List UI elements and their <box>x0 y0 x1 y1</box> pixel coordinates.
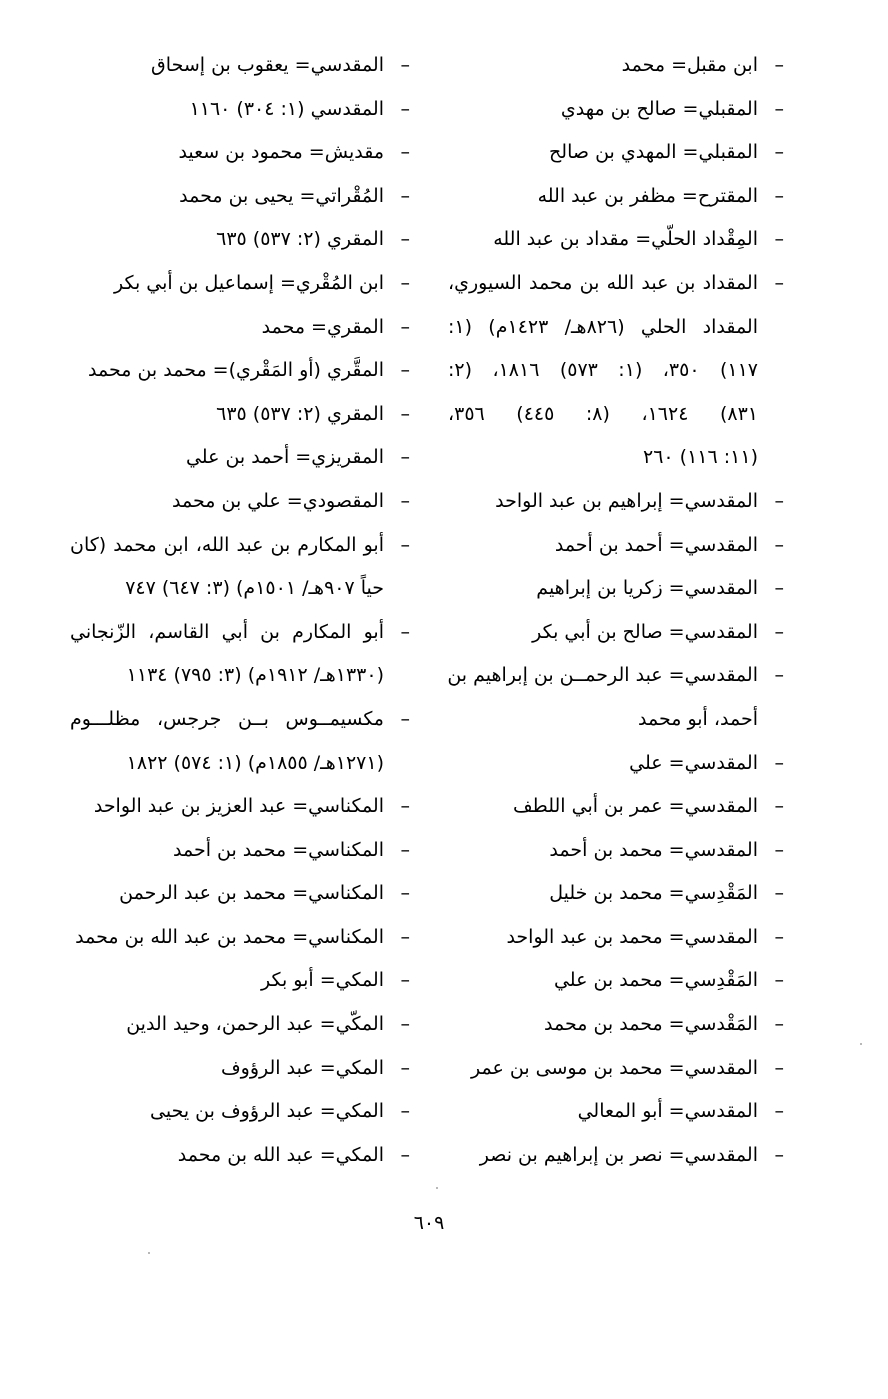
entry-dash: – <box>774 1013 784 1036</box>
entry-text-line: المقدسي= أحمد بن أحمد <box>554 533 758 556</box>
entry-text-line: المقدسي= عمر بن أبي اللطف <box>512 795 758 818</box>
entry-dash: – <box>400 141 410 164</box>
index-entry <box>70 611 410 698</box>
index-entry <box>70 1090 410 1134</box>
entry-dash: – <box>400 795 410 818</box>
entry-text-line: ابن مقبل= محمد <box>621 54 758 76</box>
entry-text-line: المقدسي= علي <box>629 751 758 774</box>
entry-dash: – <box>774 664 784 687</box>
entry-text-line: المَقْدِسي= محمد بن علي <box>553 969 758 992</box>
entry-dash: – <box>400 271 410 294</box>
entry-text-line: المقدسي (١: ٣٠٤) ١١٦٠ <box>189 97 384 120</box>
entry-text-line: (١١: ١١٦) ٢٦٠ <box>643 446 758 469</box>
entry-text-line: المقدسي= أبو المعالي <box>577 1100 758 1123</box>
index-entry <box>70 872 410 916</box>
entry-dash: – <box>400 969 410 992</box>
entry-dash: – <box>774 97 784 120</box>
page-number: ٦٠٩ <box>413 1212 445 1234</box>
entry-text-line: المقري (٢: ٥٣٧) ٦٣٥ <box>216 402 384 425</box>
index-entry <box>448 524 784 568</box>
entry-text-line: المقري= محمد <box>261 315 384 338</box>
entry-text-line: مكسيمــوس بــن جرجس، مظلـــوم <box>70 707 384 730</box>
entry-dash: – <box>774 184 784 207</box>
index-entry <box>70 306 410 350</box>
index-entry <box>70 1003 410 1047</box>
entry-dash: – <box>774 751 784 774</box>
entry-dash: – <box>400 228 410 251</box>
entry-dash: – <box>400 184 410 207</box>
entry-dash: – <box>400 359 410 382</box>
entry-text-line: المكي= عبد الله بن محمد <box>177 1143 384 1166</box>
index-entry <box>448 218 784 262</box>
index-entry <box>70 44 410 88</box>
index-entry <box>70 1134 410 1178</box>
entry-text-line: أبو المكارم بن عبد الله، ابن محمد (كان <box>70 533 384 556</box>
entry-dash: – <box>774 1056 784 1079</box>
entry-text-line: المكناسي= محمد بن عبد الله بن محمد <box>75 925 384 948</box>
index-entry <box>70 88 410 132</box>
entry-dash: – <box>400 620 410 643</box>
index-entry <box>448 131 784 175</box>
entry-dash: – <box>400 838 410 861</box>
index-entry <box>448 567 784 611</box>
entry-text-line: المكي= عبد الرؤوف <box>220 1056 384 1079</box>
index-entry <box>448 88 784 132</box>
entry-text-line: ابن المُقْري= إسماعيل بن أبي بكر <box>113 271 384 294</box>
entry-text-line: (١٢٧١هـ/ ١٨٥٥م) (١: ٥٧٤) ١٨٢٢ <box>126 751 384 774</box>
index-entry <box>70 175 410 219</box>
entry-dash: – <box>400 54 410 76</box>
index-column-left <box>70 44 410 1177</box>
index-entry <box>448 1134 784 1178</box>
entry-text-line: المكي= أبو بكر <box>260 969 384 992</box>
entry-text-line: حياً ٩٠٧هـ/ ١٥٠١م) (٣: ٦٤٧) ٧٤٧ <box>125 577 384 600</box>
index-entry <box>448 175 784 219</box>
entry-text-line: المِقْداد الحلّي= مقداد بن عبد الله <box>493 228 758 251</box>
entry-dash: – <box>774 54 784 76</box>
index-entry <box>448 785 784 829</box>
entry-dash: – <box>400 489 410 512</box>
entry-dash: – <box>400 1100 410 1123</box>
entry-text-line: المقصودي= علي بن محمد <box>172 489 384 512</box>
index-entry <box>448 1047 784 1091</box>
index-entry <box>448 872 784 916</box>
entry-dash: – <box>774 1143 784 1166</box>
entry-text-line: المقدسي= يعقوب بن إسحاق <box>151 54 384 76</box>
entry-text-line: المقدسي= صالح بن أبي بكر <box>532 620 758 643</box>
entry-text-line: المكناسي= محمد بن أحمد <box>173 838 384 861</box>
entry-dash: – <box>774 533 784 556</box>
index-entry <box>70 436 410 480</box>
index-entry <box>70 524 410 611</box>
entry-dash: – <box>400 446 410 469</box>
index-entry <box>70 131 410 175</box>
entry-text-line: المكناسي= محمد بن عبد الرحمن <box>119 882 384 905</box>
index-entry <box>448 1090 784 1134</box>
entry-dash: – <box>400 1143 410 1166</box>
entry-text-line: المقدسي= عبد الرحمــن بن إبراهيم بن <box>447 664 758 687</box>
index-entry <box>448 44 784 88</box>
entry-dash: – <box>400 1056 410 1079</box>
entry-text-line: المقبلي= صالح بن مهدي <box>560 97 758 120</box>
index-entry <box>70 916 410 960</box>
index-entry <box>448 480 784 524</box>
entry-text-line: ٨٣١) ١٦٢٤، (٨: ٤٤٥) ٣٥٦، <box>448 402 758 425</box>
entry-text-line: المَقْدِسي= محمد بن خليل <box>549 882 758 905</box>
entry-text-line: المُقْراتي= يحيى بن محمد <box>179 184 384 207</box>
entry-dash: – <box>400 315 410 338</box>
entry-text-line: المقدسي= محمد بن موسى بن عمر <box>471 1056 758 1079</box>
entry-text-line: المَقْدسي= محمد بن محمد <box>544 1013 758 1036</box>
index-entry <box>448 916 784 960</box>
entry-dash: – <box>774 925 784 948</box>
entry-dash: – <box>774 228 784 251</box>
entry-text-line: (١٣٣٠هـ/ ١٩١٢م) (٣: ٧٩٥) ١١٣٤ <box>126 664 384 687</box>
entry-text-line: المقبلي= المهدي بن صالح <box>549 141 758 164</box>
entry-dash: – <box>774 271 784 294</box>
entry-text-line: المكي= عبد الرؤوف بن يحيى <box>150 1100 384 1123</box>
index-entry <box>448 262 784 480</box>
entry-text-line: المقداد بن عبد الله بن محمد السيوري، <box>448 271 758 294</box>
entry-dash: – <box>774 577 784 600</box>
entry-text-line: المقترح= مظفر بن عبد الله <box>537 184 758 207</box>
entry-text-line: ١١٧) ٣٥٠، (١: ٥٧٣) ١٨١٦، (٢: <box>448 359 758 382</box>
index-entry <box>448 742 784 786</box>
index-entry <box>448 959 784 1003</box>
entry-dash: – <box>400 707 410 730</box>
entry-text-line: المكناسي= عبد العزيز بن عبد الواحد <box>93 795 384 818</box>
entry-text-line: المقدسي= نصر بن إبراهيم بن نصر <box>479 1143 758 1166</box>
entry-dash: – <box>774 795 784 818</box>
entry-dash: – <box>774 1100 784 1123</box>
scan-speck <box>860 1043 862 1045</box>
entry-dash: – <box>774 882 784 905</box>
entry-dash: – <box>774 620 784 643</box>
entry-dash: – <box>400 882 410 905</box>
entry-dash: – <box>774 489 784 512</box>
index-entry <box>70 1047 410 1091</box>
index-entry <box>70 218 410 262</box>
entry-dash: – <box>400 925 410 948</box>
index-entry <box>448 1003 784 1047</box>
entry-text-line: المكّي= عبد الرحمن، وحيد الدين <box>126 1013 384 1036</box>
scan-speck <box>436 1187 438 1189</box>
entry-dash: – <box>400 402 410 425</box>
entry-dash: – <box>400 533 410 556</box>
index-entry <box>70 349 410 393</box>
index-entry <box>70 785 410 829</box>
entry-text-line: المقدسي= محمد بن عبد الواحد <box>506 925 758 948</box>
index-entry <box>70 959 410 1003</box>
entry-text-line: أبو المكارم بن أبي القاسم، الزّنجاني <box>70 620 384 643</box>
entry-text-line: أحمد، أبو محمد <box>638 707 758 730</box>
index-entry <box>448 654 784 741</box>
entry-dash: – <box>774 969 784 992</box>
entry-text-line: المقدسي= إبراهيم بن عبد الواحد <box>495 489 758 512</box>
index-entry <box>70 393 410 437</box>
index-entry <box>70 829 410 873</box>
index-entry <box>448 829 784 873</box>
entry-text-line: المقَّري (أو المَقْري)= محمد بن محمد <box>88 359 384 382</box>
index-entry <box>70 698 410 785</box>
index-entry <box>70 480 410 524</box>
entry-text-line: المقدسي= محمد بن أحمد <box>549 838 758 861</box>
entry-text-line: المقريزي= أحمد بن علي <box>185 446 384 469</box>
entry-text-line: المقدسي= زكريا بن إبراهيم <box>536 577 758 600</box>
entry-dash: – <box>400 1013 410 1036</box>
index-entry <box>70 262 410 306</box>
entry-text-line: المقداد الحلي (٨٢٦هـ/ ١٤٢٣م) (١: <box>448 315 758 338</box>
entry-dash: – <box>774 838 784 861</box>
entry-dash: – <box>774 141 784 164</box>
entry-text-line: مقديش= محمود بن سعيد <box>178 141 384 164</box>
entry-dash: – <box>400 97 410 120</box>
index-column-right <box>448 44 784 1177</box>
scan-speck <box>148 1252 150 1254</box>
index-entry <box>448 611 784 655</box>
entry-text-line: المقري (٢: ٥٣٧) ٦٣٥ <box>216 228 384 251</box>
